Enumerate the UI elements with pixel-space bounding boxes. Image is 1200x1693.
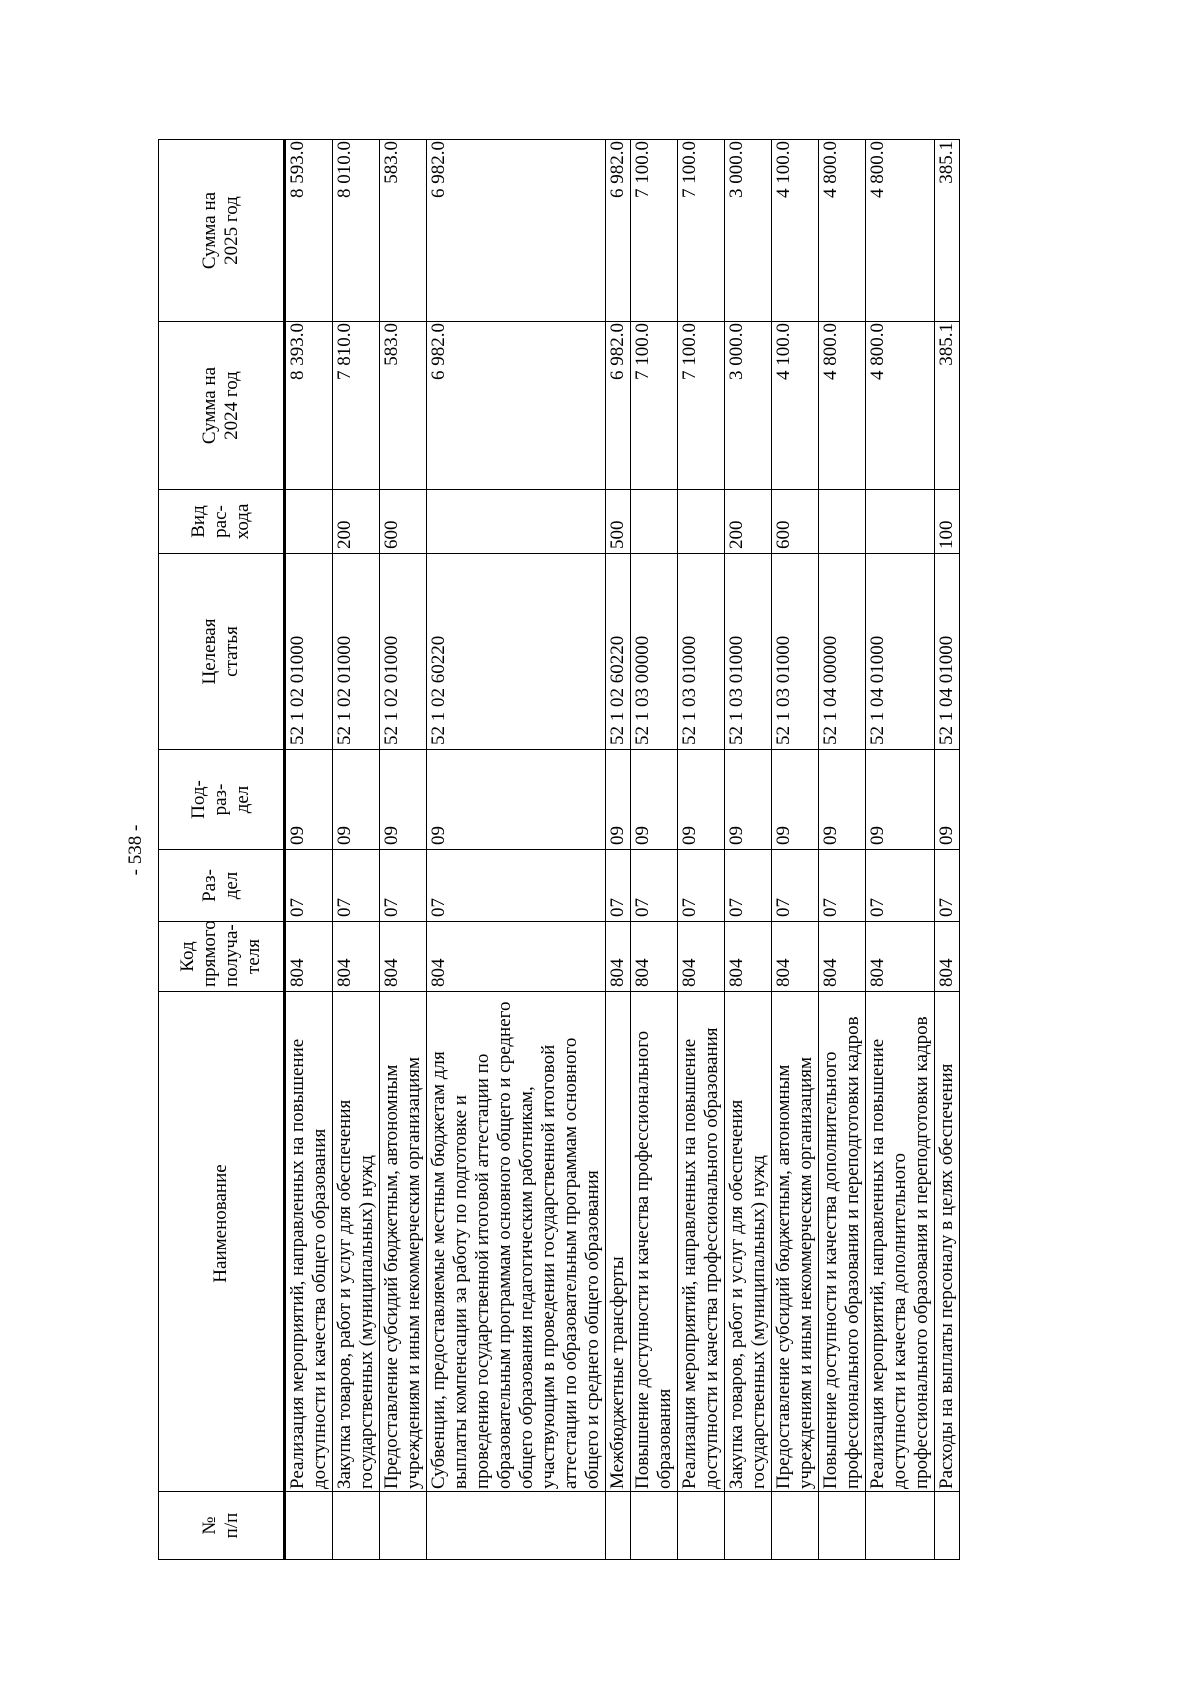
cell-recipient-code: 804 [866, 922, 935, 992]
table-header [159, 140, 285, 1560]
cell-np [678, 1492, 725, 1560]
cell-sum-2024: 7 810.0 [333, 322, 380, 490]
cell-name: Повышение доступности и качества дополнительного профессионального образования и переподготовки кадров [819, 992, 866, 1492]
cell-sum-2024: 583.0 [380, 322, 427, 490]
cell-subsection: 09 [333, 750, 380, 850]
cell-sum-2025: 7 100.0 [678, 140, 725, 322]
cell-subsection: 09 [935, 750, 960, 850]
cell-subsection: 09 [678, 750, 725, 850]
cell-expense-type [285, 490, 333, 554]
cell-target-article: 52 1 02 60220 [427, 554, 606, 750]
cell-name: Повышение доступности и качества профессионального образования [631, 992, 678, 1492]
header-name: Наименование [159, 992, 285, 1492]
cell-name: Закупка товаров, работ и услуг для обеспечения государственных (муниципальных) нужд [333, 992, 380, 1492]
cell-sum-2024: 7 100.0 [678, 322, 725, 490]
cell-expense-type: 500 [606, 490, 631, 554]
cell-sum-2025: 4 800.0 [819, 140, 866, 322]
cell-target-article: 52 1 04 01000 [935, 554, 960, 750]
header-section: Раз- дел [159, 850, 285, 922]
cell-sum-2025: 385.1 [935, 140, 960, 322]
cell-sum-2024: 8 393.0 [285, 322, 333, 490]
cell-section: 07 [866, 850, 935, 922]
cell-np [772, 1492, 819, 1560]
cell-subsection: 09 [427, 750, 606, 850]
cell-target-article: 52 1 04 01000 [866, 554, 935, 750]
cell-subsection: 09 [772, 750, 819, 850]
cell-recipient-code: 804 [606, 922, 631, 992]
cell-target-article: 52 1 03 01000 [772, 554, 819, 750]
table-row [678, 140, 725, 1560]
cell-target-article: 52 1 02 01000 [380, 554, 427, 750]
cell-np [631, 1492, 678, 1560]
cell-sum-2025: 7 100.0 [631, 140, 678, 322]
budget-table [158, 139, 960, 1560]
cell-recipient-code: 804 [285, 922, 333, 992]
cell-np [819, 1492, 866, 1560]
table-row [285, 140, 333, 1560]
cell-section: 07 [606, 850, 631, 922]
cell-subsection: 09 [380, 750, 427, 850]
cell-expense-type [678, 490, 725, 554]
cell-section: 07 [333, 850, 380, 922]
cell-subsection: 09 [725, 750, 772, 850]
cell-recipient-code: 804 [333, 922, 380, 992]
cell-np [725, 1492, 772, 1560]
header-row [159, 140, 285, 1560]
table-row [631, 140, 678, 1560]
cell-target-article: 52 1 03 01000 [725, 554, 772, 750]
cell-np [427, 1492, 606, 1560]
cell-sum-2025: 4 800.0 [866, 140, 935, 322]
cell-subsection: 09 [819, 750, 866, 850]
cell-np [380, 1492, 427, 1560]
table-row [427, 140, 606, 1560]
table-row [333, 140, 380, 1560]
cell-sum-2024: 6 982.0 [427, 322, 606, 490]
cell-target-article: 52 1 02 60220 [606, 554, 631, 750]
cell-expense-type: 600 [380, 490, 427, 554]
cell-recipient-code: 804 [819, 922, 866, 992]
cell-recipient-code: 804 [772, 922, 819, 992]
table-row [380, 140, 427, 1560]
cell-sum-2025: 4 100.0 [772, 140, 819, 322]
cell-recipient-code: 804 [678, 922, 725, 992]
table-body [285, 140, 960, 1560]
cell-name: Реализация мероприятий, направленных на повышение доступности и качества общего образования [285, 992, 333, 1492]
table-row [866, 140, 935, 1560]
table-row [725, 140, 772, 1560]
cell-target-article: 52 1 04 00000 [819, 554, 866, 750]
cell-section: 07 [725, 850, 772, 922]
cell-section: 07 [772, 850, 819, 922]
cell-target-article: 52 1 03 00000 [631, 554, 678, 750]
cell-expense-type [427, 490, 606, 554]
header-expense-type: Вид рас- хода [159, 490, 285, 554]
cell-expense-type: 200 [333, 490, 380, 554]
cell-sum-2024: 7 100.0 [631, 322, 678, 490]
cell-target-article: 52 1 02 01000 [333, 554, 380, 750]
cell-name: Предоставление субсидий бюджетным, автономным учреждениям и иным некоммерческим организациям [380, 992, 427, 1492]
cell-recipient-code: 804 [935, 922, 960, 992]
table-row [935, 140, 960, 1560]
page-number: - 538 - [125, 824, 146, 876]
cell-sum-2025: 8 010.0 [333, 140, 380, 322]
cell-sum-2024: 6 982.0 [606, 322, 631, 490]
cell-name: Субвенции, предоставляемые местным бюджетам для выплаты компенсации за работу по подготовке и проведению государственной итоговой аттестации по образовательным программам основного общего и среднего общего образования педагогическим работникам, участвующим в проведении государственной итоговой аттестации по образовательным программам основного общего и среднего общего образования [427, 992, 606, 1492]
cell-recipient-code: 804 [631, 922, 678, 992]
cell-name: Реализация мероприятий, направленных на повышение доступности и качества профессионального образования [678, 992, 725, 1492]
cell-expense-type [866, 490, 935, 554]
cell-sum-2025: 6 982.0 [427, 140, 606, 322]
cell-name: Межбюджетные трансферты [606, 992, 631, 1492]
cell-subsection: 09 [606, 750, 631, 850]
cell-recipient-code: 804 [725, 922, 772, 992]
cell-subsection: 09 [285, 750, 333, 850]
header-np: № п/п [159, 1492, 285, 1560]
cell-expense-type [631, 490, 678, 554]
cell-sum-2024: 4 800.0 [819, 322, 866, 490]
cell-sum-2025: 583.0 [380, 140, 427, 322]
cell-section: 07 [285, 850, 333, 922]
cell-section: 07 [631, 850, 678, 922]
cell-target-article: 52 1 03 01000 [678, 554, 725, 750]
cell-subsection: 09 [631, 750, 678, 850]
cell-section: 07 [819, 850, 866, 922]
cell-target-article: 52 1 02 01000 [285, 554, 333, 750]
cell-sum-2024: 3 000.0 [725, 322, 772, 490]
cell-expense-type [819, 490, 866, 554]
cell-name: Расходы на выплаты персоналу в целях обеспечения [935, 992, 960, 1492]
table-row [819, 140, 866, 1560]
cell-name: Закупка товаров, работ и услуг для обеспечения государственных (муниципальных) нужд [725, 992, 772, 1492]
cell-sum-2025: 3 000.0 [725, 140, 772, 322]
cell-expense-type: 200 [725, 490, 772, 554]
cell-sum-2024: 4 800.0 [866, 322, 935, 490]
cell-sum-2024: 385.1 [935, 322, 960, 490]
header-sum-2025: Сумма на 2025 год [159, 140, 285, 322]
cell-expense-type: 100 [935, 490, 960, 554]
cell-subsection: 09 [866, 750, 935, 850]
cell-np [866, 1492, 935, 1560]
cell-np [285, 1492, 333, 1560]
header-target-article: Целевая статья [159, 554, 285, 750]
cell-section: 07 [678, 850, 725, 922]
cell-name: Предоставление субсидий бюджетным, автономным учреждениям и иным некоммерческим организациям [772, 992, 819, 1492]
cell-np [606, 1492, 631, 1560]
table-row [772, 140, 819, 1560]
cell-name: Реализация мероприятий, направленных на повышение доступности и качества дополнительного профессионального образования и переподготовки кадров [866, 992, 935, 1492]
cell-sum-2025: 6 982.0 [606, 140, 631, 322]
rotated-page-content [120, 140, 1090, 1560]
cell-np [333, 1492, 380, 1560]
cell-sum-2025: 8 593.0 [285, 140, 333, 322]
cell-expense-type: 600 [772, 490, 819, 554]
cell-recipient-code: 804 [427, 922, 606, 992]
cell-np [935, 1492, 960, 1560]
header-recipient-code: Код прямого получа- теля [159, 922, 285, 992]
cell-recipient-code: 804 [380, 922, 427, 992]
table-row [606, 140, 631, 1560]
cell-section: 07 [427, 850, 606, 922]
header-subsection: Под- раз- дел [159, 750, 285, 850]
cell-sum-2024: 4 100.0 [772, 322, 819, 490]
header-sum-2024: Сумма на 2024 год [159, 322, 285, 490]
cell-section: 07 [380, 850, 427, 922]
cell-section: 07 [935, 850, 960, 922]
